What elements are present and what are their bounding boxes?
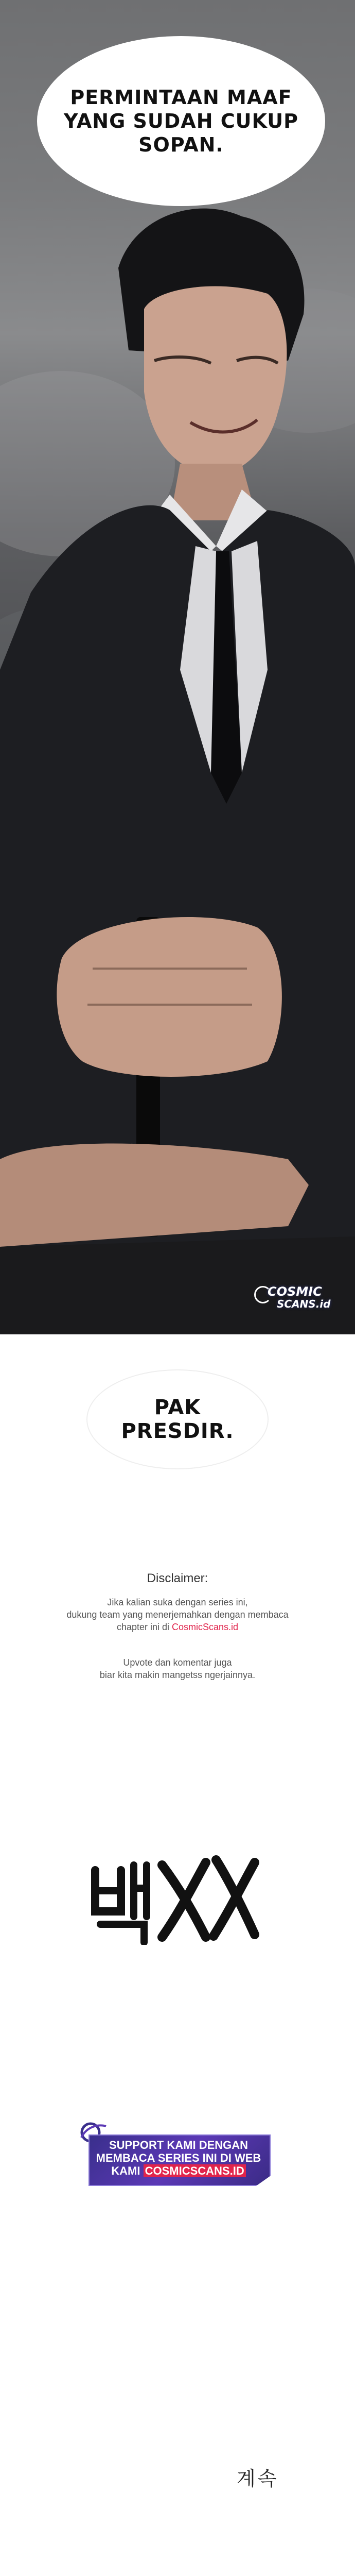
disclaimer-line3 [0,1621,355,1633]
disclaimer-line3-prefix: chapter ini di [116,1622,172,1632]
support-link[interactable]: COSMICSCANS.ID [144,2164,246,2177]
watermark-line2: SCANS.id [277,1298,331,1310]
speech-text-apology: PERMINTAAN MAAF YANG SUDAH CUKUP SOPAN. [64,86,298,156]
support-text [88,2139,269,2177]
series-logo [85,1850,260,1945]
support-line3 [88,2164,269,2177]
support-line1: SUPPORT KAMI DENGAN [109,2139,248,2151]
support-banner [77,2120,278,2190]
watermark-line1: COSMIC [268,1284,322,1299]
speech-bubble-apology [37,36,325,206]
disclaimer-body-2 [0,1656,355,1681]
support-line3-prefix: KAMI [111,2164,144,2177]
disclaimer-body [0,1596,355,1633]
disclaimer-line4: Upvote dan komentar juga [123,1657,232,1668]
speech-text-presdir: PAK PRESDIR. [121,1396,234,1443]
continued-text: 계속 [237,2467,279,2490]
watermark [268,1285,330,1310]
support-line2: MEMBACA SERIES INI DI WEB [96,2151,261,2164]
cosmicscans-link[interactable]: CosmicScans.id [172,1622,239,1632]
disclaimer-line1: Jika kalian suka dengan series ini, [107,1597,248,1607]
speech-bubble-presdir [87,1370,268,1468]
disclaimer-line5: biar kita makin mangetss ngerjainnya. [99,1670,256,1680]
disclaimer-line2: dukung team yang menerjemahkan dengan membaca [66,1609,289,1620]
disclaimer-title: Disclaimer: [147,1571,208,1585]
